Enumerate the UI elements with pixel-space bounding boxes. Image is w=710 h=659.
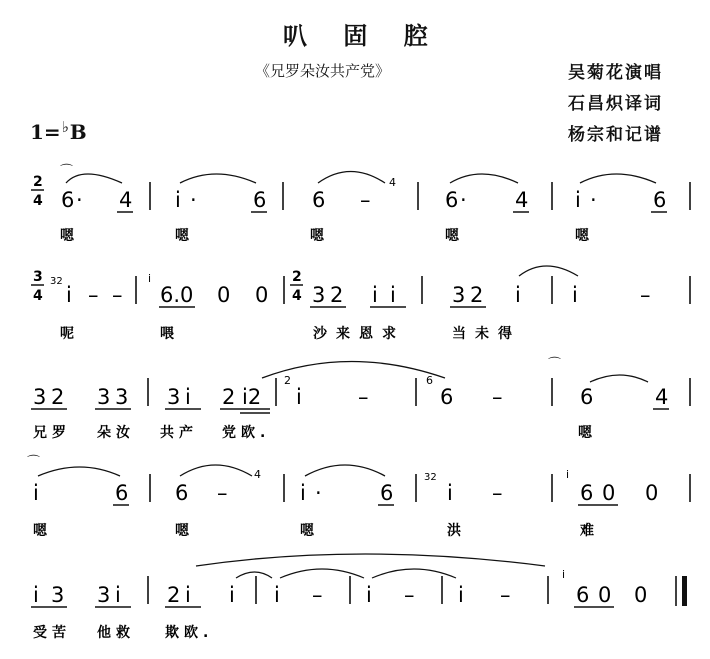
note: 3: [51, 583, 65, 607]
final-barline-thick: [682, 576, 687, 606]
lyric: 朵汝: [97, 425, 135, 441]
dash: –: [492, 385, 503, 409]
dash: –: [492, 481, 503, 505]
note: 4: [655, 385, 669, 409]
score-line-4: [27, 455, 690, 505]
lyric: 嗯: [300, 523, 314, 539]
lyric: 党欧.: [222, 425, 271, 441]
lyric: 共产: [160, 425, 198, 441]
grace-note: 6: [426, 374, 433, 387]
augmentation-dot: ·: [190, 188, 197, 212]
tie: [280, 569, 364, 578]
note: 3: [33, 385, 47, 409]
dash: –: [112, 283, 123, 307]
note: 6: [576, 583, 590, 607]
lyric: 他救: [97, 625, 135, 641]
dash: –: [404, 583, 415, 607]
lyric: 嗯: [310, 228, 324, 244]
flat-sign: ♭: [61, 118, 69, 136]
note: 6: [253, 188, 267, 212]
dash: –: [312, 583, 323, 607]
time-sig-bottom: 4: [33, 193, 43, 209]
note: 3: [115, 385, 129, 409]
tie: [372, 569, 456, 578]
lyric: 嗯: [175, 228, 189, 244]
lyric: 嗯: [175, 523, 189, 539]
rest: 0: [598, 583, 612, 607]
note: 6: [115, 481, 129, 505]
dash: –: [88, 283, 99, 307]
note: 6: [175, 481, 189, 505]
note: i: [185, 385, 191, 409]
slur: [180, 174, 256, 183]
time-sig-top: 2: [292, 269, 302, 285]
time-sig-top: 3: [33, 269, 43, 285]
note-group: i2: [242, 385, 262, 409]
dash: –: [360, 188, 371, 212]
augmentation-dot: ·: [590, 188, 597, 212]
note: i: [575, 188, 581, 212]
slur: [580, 174, 656, 183]
rest: 0: [634, 583, 648, 607]
lyrics-line-5: [33, 624, 213, 641]
grace-note: i: [566, 468, 570, 481]
note: i: [66, 283, 72, 307]
augmentation-dot: ·: [460, 188, 467, 212]
note: i: [300, 481, 306, 505]
lyric: 洪: [447, 523, 461, 539]
note: 3: [97, 583, 111, 607]
lyric: 嗯: [445, 228, 459, 244]
note: i: [33, 583, 39, 607]
time-sig-top: 2: [33, 174, 43, 190]
note: 3: [97, 385, 111, 409]
dash: –: [358, 385, 369, 409]
slur: [318, 172, 385, 184]
dash: –: [500, 583, 511, 607]
key-note: B: [69, 120, 87, 144]
grace-note: i: [562, 568, 566, 581]
credit-translator: 石昌炽译词: [568, 94, 663, 114]
note: i: [372, 283, 378, 307]
note: 2: [222, 385, 236, 409]
lyric: 嗯: [33, 523, 47, 539]
grace-note: 4: [389, 176, 396, 189]
fermata-mark: ⌒: [27, 455, 41, 470]
lyrics-line-2: [60, 325, 521, 342]
key-prefix: 1=: [30, 120, 61, 144]
lyrics-line-3: [33, 424, 593, 441]
note: 6: [312, 188, 326, 212]
lyric: 受苦: [33, 625, 71, 641]
note: i: [115, 583, 121, 607]
tie: [236, 572, 272, 578]
lyrics-line-4: [33, 522, 594, 539]
note: i: [274, 583, 280, 607]
note: i: [458, 583, 464, 607]
note: 6: [61, 188, 75, 212]
note: i: [515, 283, 521, 307]
grace-note: 32: [424, 472, 437, 483]
lyric: 喂: [160, 326, 174, 342]
time-sig-bottom: 4: [33, 288, 43, 304]
note: 6: [440, 385, 454, 409]
lyric: 嗯: [575, 228, 589, 244]
augmentation-dot: ·: [315, 481, 322, 505]
rest: 0: [255, 283, 269, 307]
note: i: [390, 283, 396, 307]
lyric: 沙来恩求: [313, 326, 405, 342]
score-line-3: [31, 357, 690, 413]
credit-singer: 吴菊花演唱: [568, 63, 663, 83]
note: i: [366, 583, 372, 607]
lyric: 当未得: [452, 326, 521, 342]
lyric: 兄罗: [33, 425, 71, 441]
note: 2: [330, 283, 344, 307]
fermata-mark: ⌒: [60, 164, 74, 179]
grace-note: i: [148, 272, 152, 285]
grace-note: 32: [50, 276, 63, 287]
lyric: 难: [580, 523, 594, 539]
rest: 0: [602, 481, 616, 505]
grace-note: 2: [284, 374, 291, 387]
song-subtitle: 《兄罗朵汝共产党》: [255, 62, 391, 80]
dash: –: [217, 481, 228, 505]
note: i: [296, 385, 302, 409]
slur: [305, 465, 385, 476]
score-line-2: [31, 266, 690, 307]
score-line-1: [31, 164, 690, 212]
slur: [38, 467, 120, 476]
lyric: 呢: [60, 326, 74, 342]
augmentation-dot: ·: [76, 188, 83, 212]
score-line-5: [31, 554, 687, 607]
note: i: [229, 583, 235, 607]
rest: 0: [217, 283, 231, 307]
time-sig-bottom: 4: [292, 288, 302, 304]
song-title: 叭 固 腔: [283, 22, 442, 50]
slur: [590, 375, 648, 382]
note: 6: [580, 481, 594, 505]
note: 4: [515, 188, 529, 212]
note: 6: [580, 385, 594, 409]
note: 4: [119, 188, 133, 212]
note: 2: [167, 583, 181, 607]
note: 2: [51, 385, 65, 409]
fermata-mark: ⌒: [548, 357, 562, 372]
slur: [196, 554, 545, 566]
note: i: [185, 583, 191, 607]
note: 3: [167, 385, 181, 409]
note: 6: [445, 188, 459, 212]
slur: [66, 174, 122, 183]
credit-transcriber: 杨宗和记谱: [568, 125, 663, 145]
lyric: 嗯: [60, 228, 74, 244]
rest: 0: [645, 481, 659, 505]
lyrics-line-1: [60, 228, 590, 244]
dash: –: [640, 283, 651, 307]
slur: [180, 465, 252, 476]
note: i: [447, 481, 453, 505]
note: 3: [452, 283, 466, 307]
note: i: [175, 188, 181, 212]
grace-note: 4: [254, 468, 261, 481]
note: 3: [312, 283, 326, 307]
note: 2: [470, 283, 484, 307]
note: i: [572, 283, 578, 307]
note: 6: [380, 481, 394, 505]
tie: [519, 266, 578, 276]
slur: [450, 174, 518, 183]
lyric: 嗯: [578, 425, 592, 441]
lyric: 欺欧.: [165, 625, 214, 641]
note-group: 6.0: [160, 283, 194, 307]
note: i: [33, 481, 39, 505]
note: 6: [653, 188, 667, 212]
